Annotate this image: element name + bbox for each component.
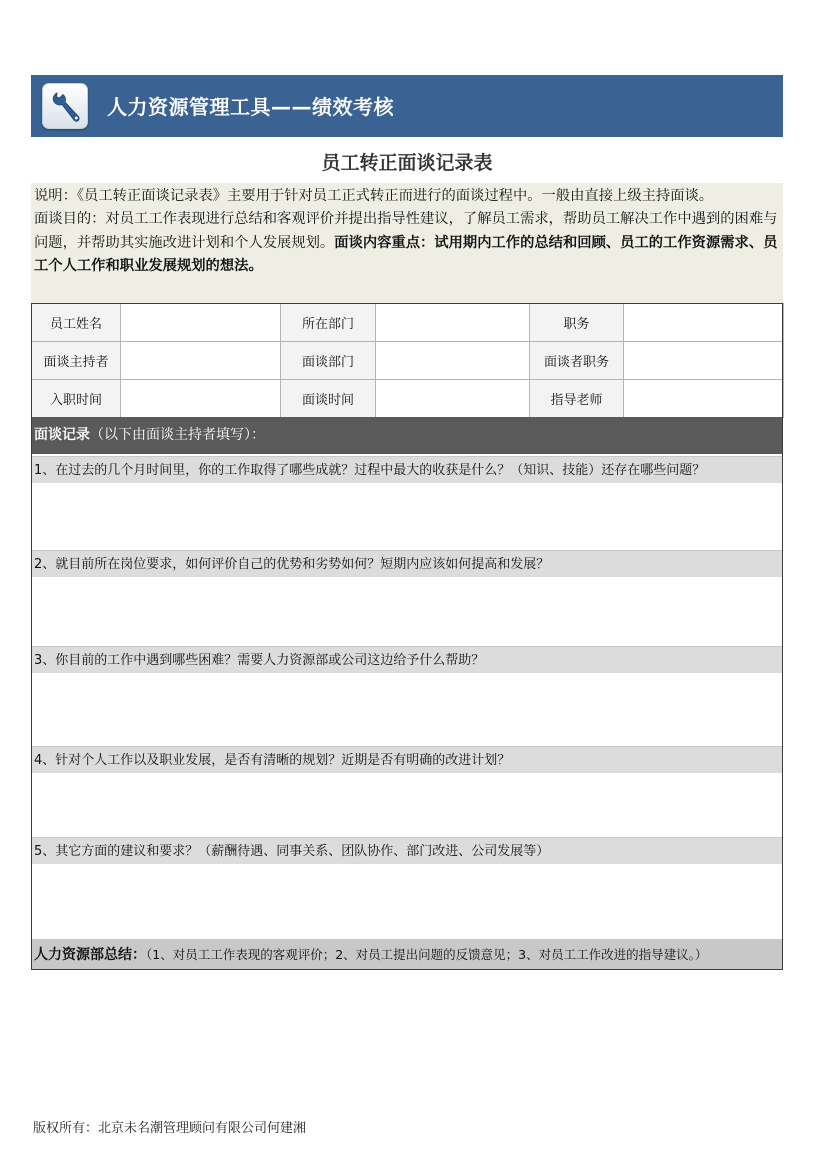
label-interview-host: 面谈主持者: [32, 342, 121, 380]
description-block: [31, 183, 783, 303]
label-position: 职务: [530, 304, 624, 342]
employee-name-field[interactable]: [121, 304, 281, 342]
description-focus-text: 面谈内容重点：试用期内工作的总结和回顾、员工的工作资源需求、员工个人工作和职业发展规划的想法。: [34, 234, 778, 275]
wrench-icon: [48, 89, 84, 125]
page-title: 员工转正面谈记录表: [321, 152, 493, 174]
label-mentor: 指导老师: [530, 380, 624, 418]
department-field[interactable]: [376, 304, 530, 342]
hire-date-field[interactable]: [121, 380, 281, 418]
copyright-footer: 版权所有：北京未名潮管理顾问有限公司何建湘: [33, 1121, 307, 1136]
description-purpose: [34, 208, 779, 278]
basic-info-table: [31, 303, 784, 418]
label-employee-name: 员工姓名: [32, 304, 121, 342]
table-row: [32, 342, 784, 380]
position-field[interactable]: [624, 304, 784, 342]
interview-record-title: 面谈记录: [34, 427, 90, 443]
table-row: [32, 380, 784, 418]
hr-summary-label: 人力资源部总结：: [34, 947, 146, 963]
label-hire-date: 入职时间: [32, 380, 121, 418]
description-instruction: 说明：《员工转正面谈记录表》主要用于针对员工正式转正而进行的面谈过程中。一般由直接上级主持面谈。: [34, 188, 714, 204]
label-interviewer-position: 面谈者职务: [530, 342, 624, 380]
table-row: [32, 304, 784, 342]
banner-title: 人力资源管理工具——绩效考核: [107, 95, 394, 119]
answer-area-3[interactable]: [32, 673, 782, 745]
hr-summary-note: （1、对员工工作表现的客观评价；2、对员工提出问题的反馈意见；3、对员工工作改进的指导建议。）: [146, 947, 708, 962]
logo: [42, 83, 88, 129]
question-3: 3、你目前的工作中遇到哪些困难？需要人力资源部或公司这边给予什么帮助？: [31, 646, 783, 673]
mentor-field[interactable]: [624, 380, 784, 418]
question-2: 2、就目前所在岗位要求，如何评价自己的优势和劣势如何？短期内应该如何提高和发展？: [31, 550, 783, 577]
interview-date-field[interactable]: [376, 380, 530, 418]
interview-department-field[interactable]: [376, 342, 530, 380]
question-4: 4、针对个人工作以及职业发展，是否有清晰的规划？近期是否有明确的改进计划？: [31, 746, 783, 773]
label-department: 所在部门: [281, 304, 376, 342]
question-5: 5、其它方面的建议和要求？（薪酬待遇、同事关系、团队协作、部门改进、公司发展等）: [31, 837, 783, 864]
interview-record-header: [31, 417, 783, 454]
answer-area-4[interactable]: [32, 773, 782, 836]
interview-host-field[interactable]: [121, 342, 281, 380]
question-1: 1、在过去的几个月时间里，你的工作取得了哪些成就？过程中最大的收获是什么？（知识、技能）还存在哪些问题？: [31, 456, 783, 483]
interview-record-note: （以下由面谈主持者填写）：: [90, 427, 265, 443]
description-purpose-text: 面谈目的：对员工工作表现进行总结和客观评价并提出指导性建议，了解员工需求，帮助员工解决工作中遇到的困难与问题，并帮助其实施改进计划和个人发展规划。: [34, 211, 778, 251]
answer-area-2[interactable]: [32, 577, 782, 645]
label-interview-date: 面谈时间: [281, 380, 376, 418]
interviewer-position-field[interactable]: [624, 342, 784, 380]
header-banner: [31, 75, 783, 137]
answer-area-1[interactable]: [32, 483, 782, 549]
label-interview-department: 面谈部门: [281, 342, 376, 380]
answer-area-5[interactable]: [32, 864, 782, 939]
hr-summary-row[interactable]: [31, 939, 783, 970]
